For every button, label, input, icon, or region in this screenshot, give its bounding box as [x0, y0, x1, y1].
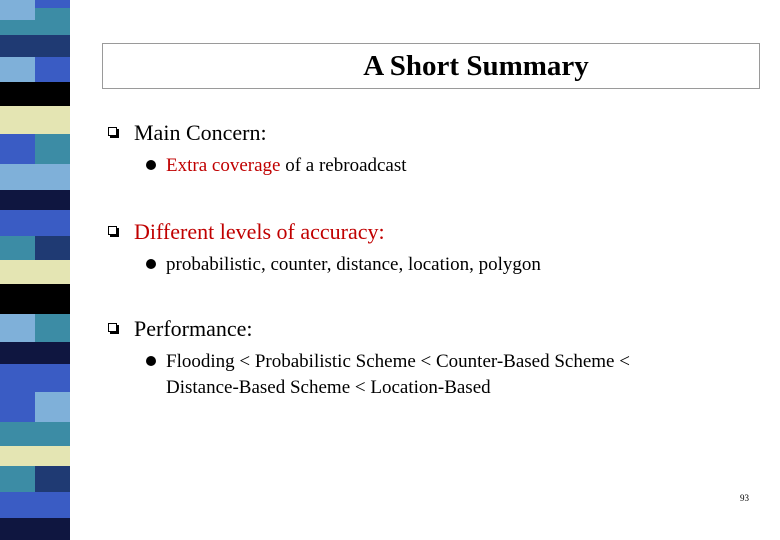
stripe: [0, 164, 70, 190]
highlight-text: Extra coverage: [166, 155, 281, 176]
decorative-stripe-bar: [0, 0, 70, 540]
stripe: [0, 284, 70, 314]
stripe: [0, 35, 70, 57]
page-number: 93: [740, 493, 749, 503]
stripe: [0, 190, 70, 210]
sub-bullet-text-line2: Distance-Based Scheme < Location-Based: [166, 377, 491, 398]
bullet-text: Main Concern:: [134, 120, 267, 145]
sub-bullet-text: probabilistic, counter, distance, location, polygon: [166, 254, 541, 275]
stripe-accent: [0, 466, 35, 492]
stripe-accent: [0, 314, 35, 342]
sub-bullet-rest-text: of a rebroadcast: [280, 155, 407, 176]
round-bullet-icon: [146, 259, 156, 269]
stripe-accent: [0, 236, 35, 260]
stripe: [0, 422, 70, 446]
round-bullet-icon: [146, 356, 156, 366]
stripe: [0, 492, 70, 518]
stripe: [0, 106, 70, 134]
bullet-text: Different levels of accuracy:: [134, 219, 385, 244]
square-bullet-icon: [108, 127, 117, 136]
stripe-accent: [0, 0, 35, 20]
stripe: [0, 82, 70, 106]
stripe: [0, 446, 70, 466]
stripe: [0, 364, 70, 392]
title-box: [102, 43, 760, 89]
stripe-accent: [0, 57, 35, 82]
bullet-text: Performance:: [134, 316, 253, 341]
square-bullet-icon: [108, 226, 117, 235]
stripe: [0, 342, 70, 364]
stripe: [0, 260, 70, 284]
stripe: [0, 518, 70, 540]
stripe-accent: [0, 134, 35, 164]
stripe-accent: [0, 392, 35, 422]
slide-title: A Short Summary: [363, 49, 589, 82]
sub-bullet-text-line1: Flooding < Probabilistic Scheme < Counter-Based Scheme <: [166, 351, 630, 372]
sub-bullet-text: [166, 153, 407, 179]
round-bullet-icon: [146, 160, 156, 170]
stripe: [0, 210, 70, 236]
square-bullet-icon: [108, 323, 117, 332]
